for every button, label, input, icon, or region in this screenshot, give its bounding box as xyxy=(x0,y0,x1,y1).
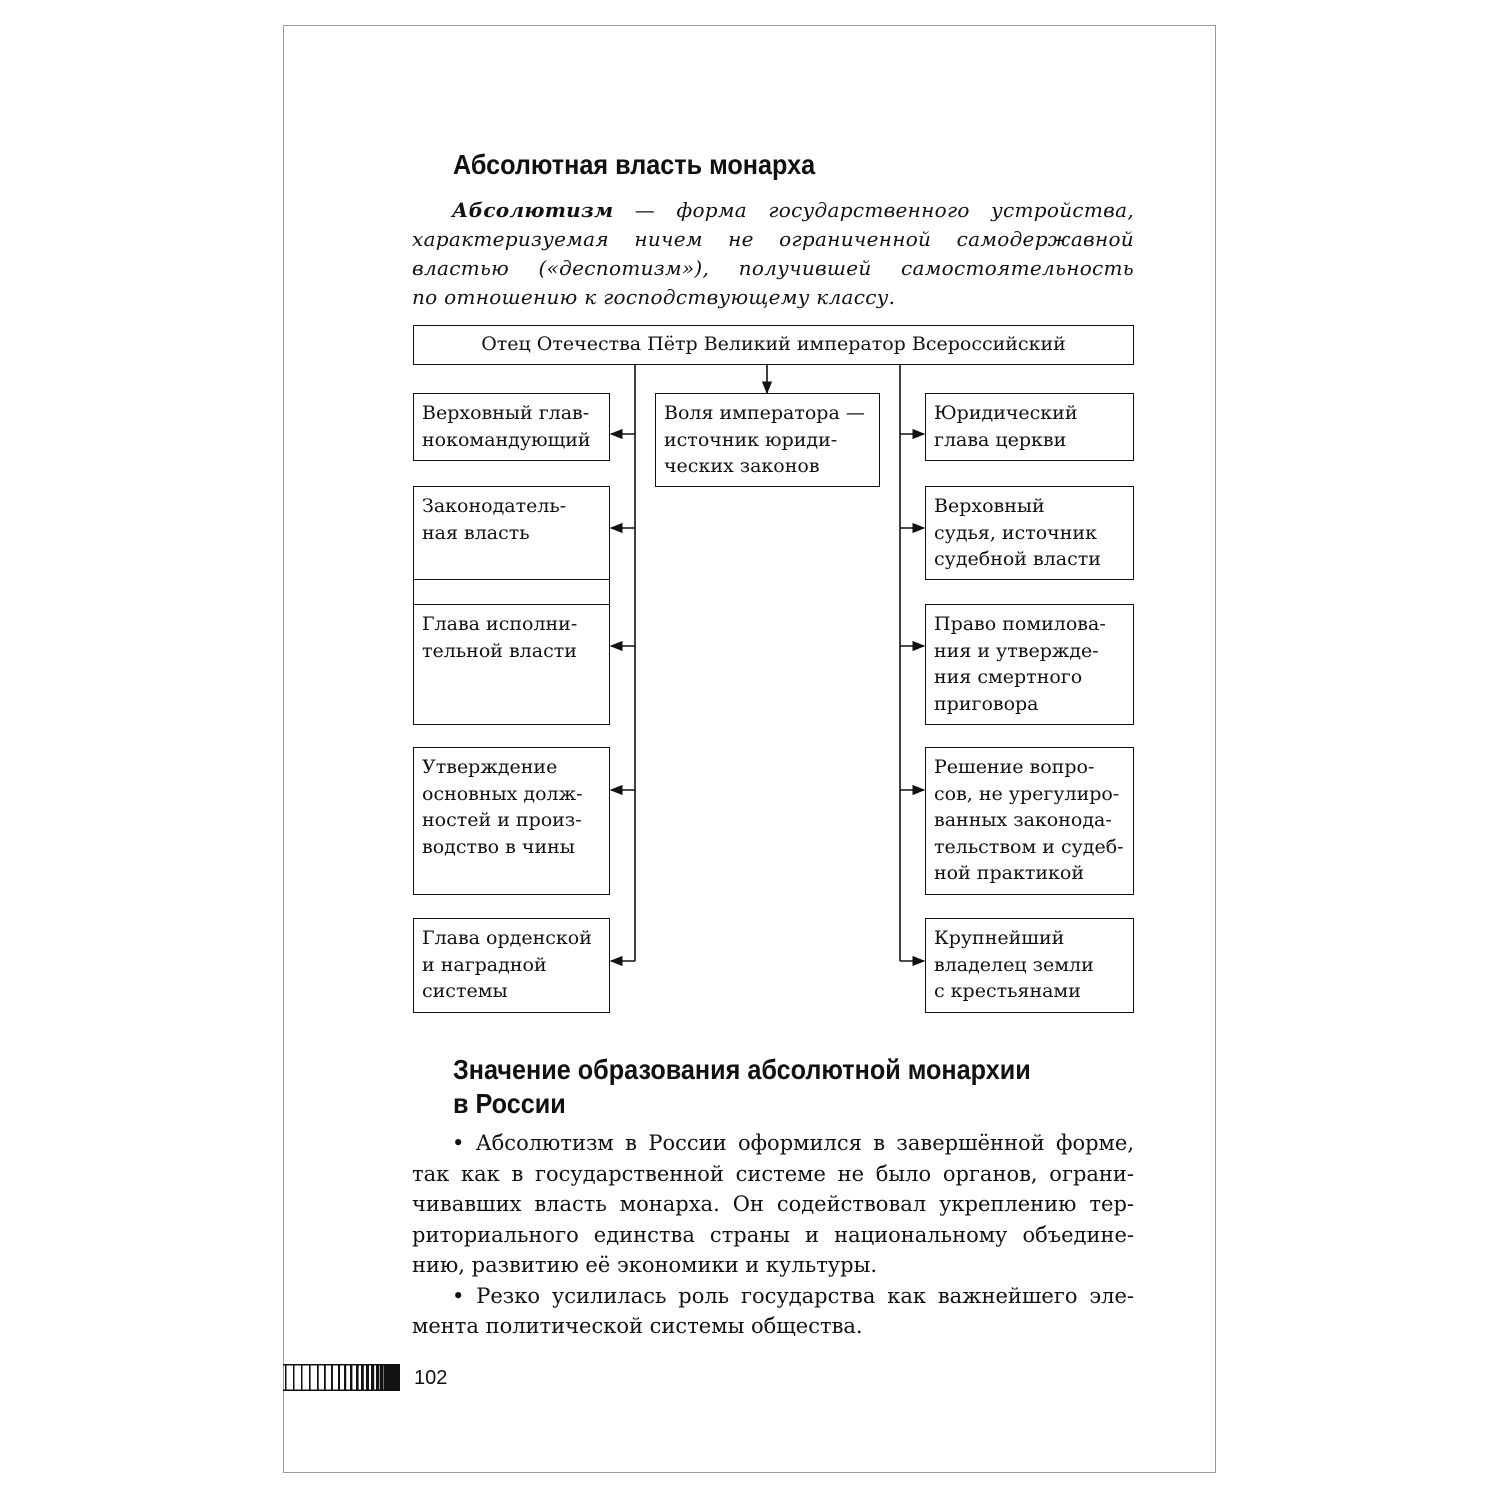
box-line: Законодатель- xyxy=(422,495,567,517)
left-box-spacer xyxy=(413,579,610,605)
box-line: Воля императора — xyxy=(664,402,865,424)
box-line: ния и утвержде- xyxy=(934,639,1099,662)
definition-term: Абсолютизм xyxy=(452,198,614,222)
right-box-landowner xyxy=(925,918,1134,1013)
left-box-commander xyxy=(413,393,610,461)
section-title-line: в России xyxy=(453,1088,566,1119)
right-box-decisions xyxy=(925,747,1134,895)
section-title-significance xyxy=(453,1053,1031,1121)
definition-line: характеризуемая ничем не ограниченной самодержавной xyxy=(412,227,1134,251)
box-line: Глава исполни- xyxy=(422,613,578,635)
right-box-judge xyxy=(925,486,1134,580)
box-line: владелец земли xyxy=(934,953,1094,976)
box-line: ния смертного xyxy=(934,666,1083,688)
box-line: и наградной xyxy=(422,953,547,976)
box-line: Юридический xyxy=(934,402,1078,424)
box-line: ностей и произ- xyxy=(422,809,582,831)
emperor-box: Отец Отечества Пётр Великий император Всероссийский xyxy=(413,325,1134,365)
box-line: судебной власти xyxy=(934,548,1101,570)
box-line: ная власть xyxy=(422,521,530,544)
left-box-orders xyxy=(413,918,610,1013)
box-line: ной практикой xyxy=(934,862,1084,884)
box-line: приговора xyxy=(934,692,1039,715)
box-line: ванных законода- xyxy=(934,809,1112,831)
paragraph-line-text: • Резко усилилась роль государства как важнейшего эле- xyxy=(452,1283,1134,1308)
box-line: источник юриди- xyxy=(664,428,838,451)
page-number: 102 xyxy=(414,1367,448,1389)
paragraph-line xyxy=(412,1128,1134,1159)
paragraph-line: так как в государственной системе не было органов, ограни- xyxy=(412,1161,1134,1186)
box-line: с крестьянами xyxy=(934,980,1081,1002)
box-line: Крупнейший xyxy=(934,927,1065,949)
section-title-line: Значение образования абсолютной монархии xyxy=(453,1054,1031,1085)
box-line: Утверждение xyxy=(422,756,558,778)
definition-text: — форма государственного устройства, xyxy=(613,198,1134,222)
box-line: Решение вопро- xyxy=(934,756,1095,778)
left-box-appointments xyxy=(413,747,610,895)
definition-line: по отношению к господствующему классу. xyxy=(412,285,896,309)
right-box-pardon xyxy=(925,604,1134,725)
box-line: Верховный глав- xyxy=(422,402,590,424)
box-line: основных долж- xyxy=(422,782,583,805)
box-line: Право помилова- xyxy=(934,613,1106,635)
definition-line: властью («деспотизм»), получившей самостоятельность xyxy=(412,256,1134,280)
box-line: нокомандующий xyxy=(422,428,591,451)
paragraph-line: чивавших власть монарха. Он содействовал укреплению тер- xyxy=(412,1192,1134,1216)
paragraph-line: мента политической системы общества. xyxy=(412,1314,863,1338)
box-line: глава церкви xyxy=(934,428,1067,451)
paragraph-line-text: • Абсолютизм в России оформился в завершённой форме, xyxy=(452,1131,1134,1155)
box-line: ческих законов xyxy=(664,455,820,477)
paragraph-line xyxy=(412,1281,1134,1312)
box-line: тельной власти xyxy=(422,639,577,662)
box-line: судья, источник xyxy=(934,521,1097,544)
box-line: системы xyxy=(422,980,508,1002)
center-box-laws xyxy=(655,393,880,487)
left-box-legislative xyxy=(413,486,610,580)
paragraph-line: риториального единства страны и национальному объедине- xyxy=(412,1222,1134,1247)
significance-text xyxy=(412,1128,1134,1342)
section-title-line: Абсолютная власть монарха xyxy=(453,149,816,180)
box-line: водство в чины xyxy=(422,835,575,858)
page-gradient-bar xyxy=(283,1364,400,1391)
box-line: Верховный xyxy=(934,495,1045,517)
box-line: сов, не урегулиро- xyxy=(934,782,1120,805)
box-line: Глава орденской xyxy=(422,927,592,949)
box-line: тельством и судеб- xyxy=(934,835,1124,858)
left-box-executive xyxy=(413,604,610,725)
paragraph-line: нию, развитию её экономики и культуры. xyxy=(412,1253,877,1277)
right-box-church xyxy=(925,393,1134,461)
